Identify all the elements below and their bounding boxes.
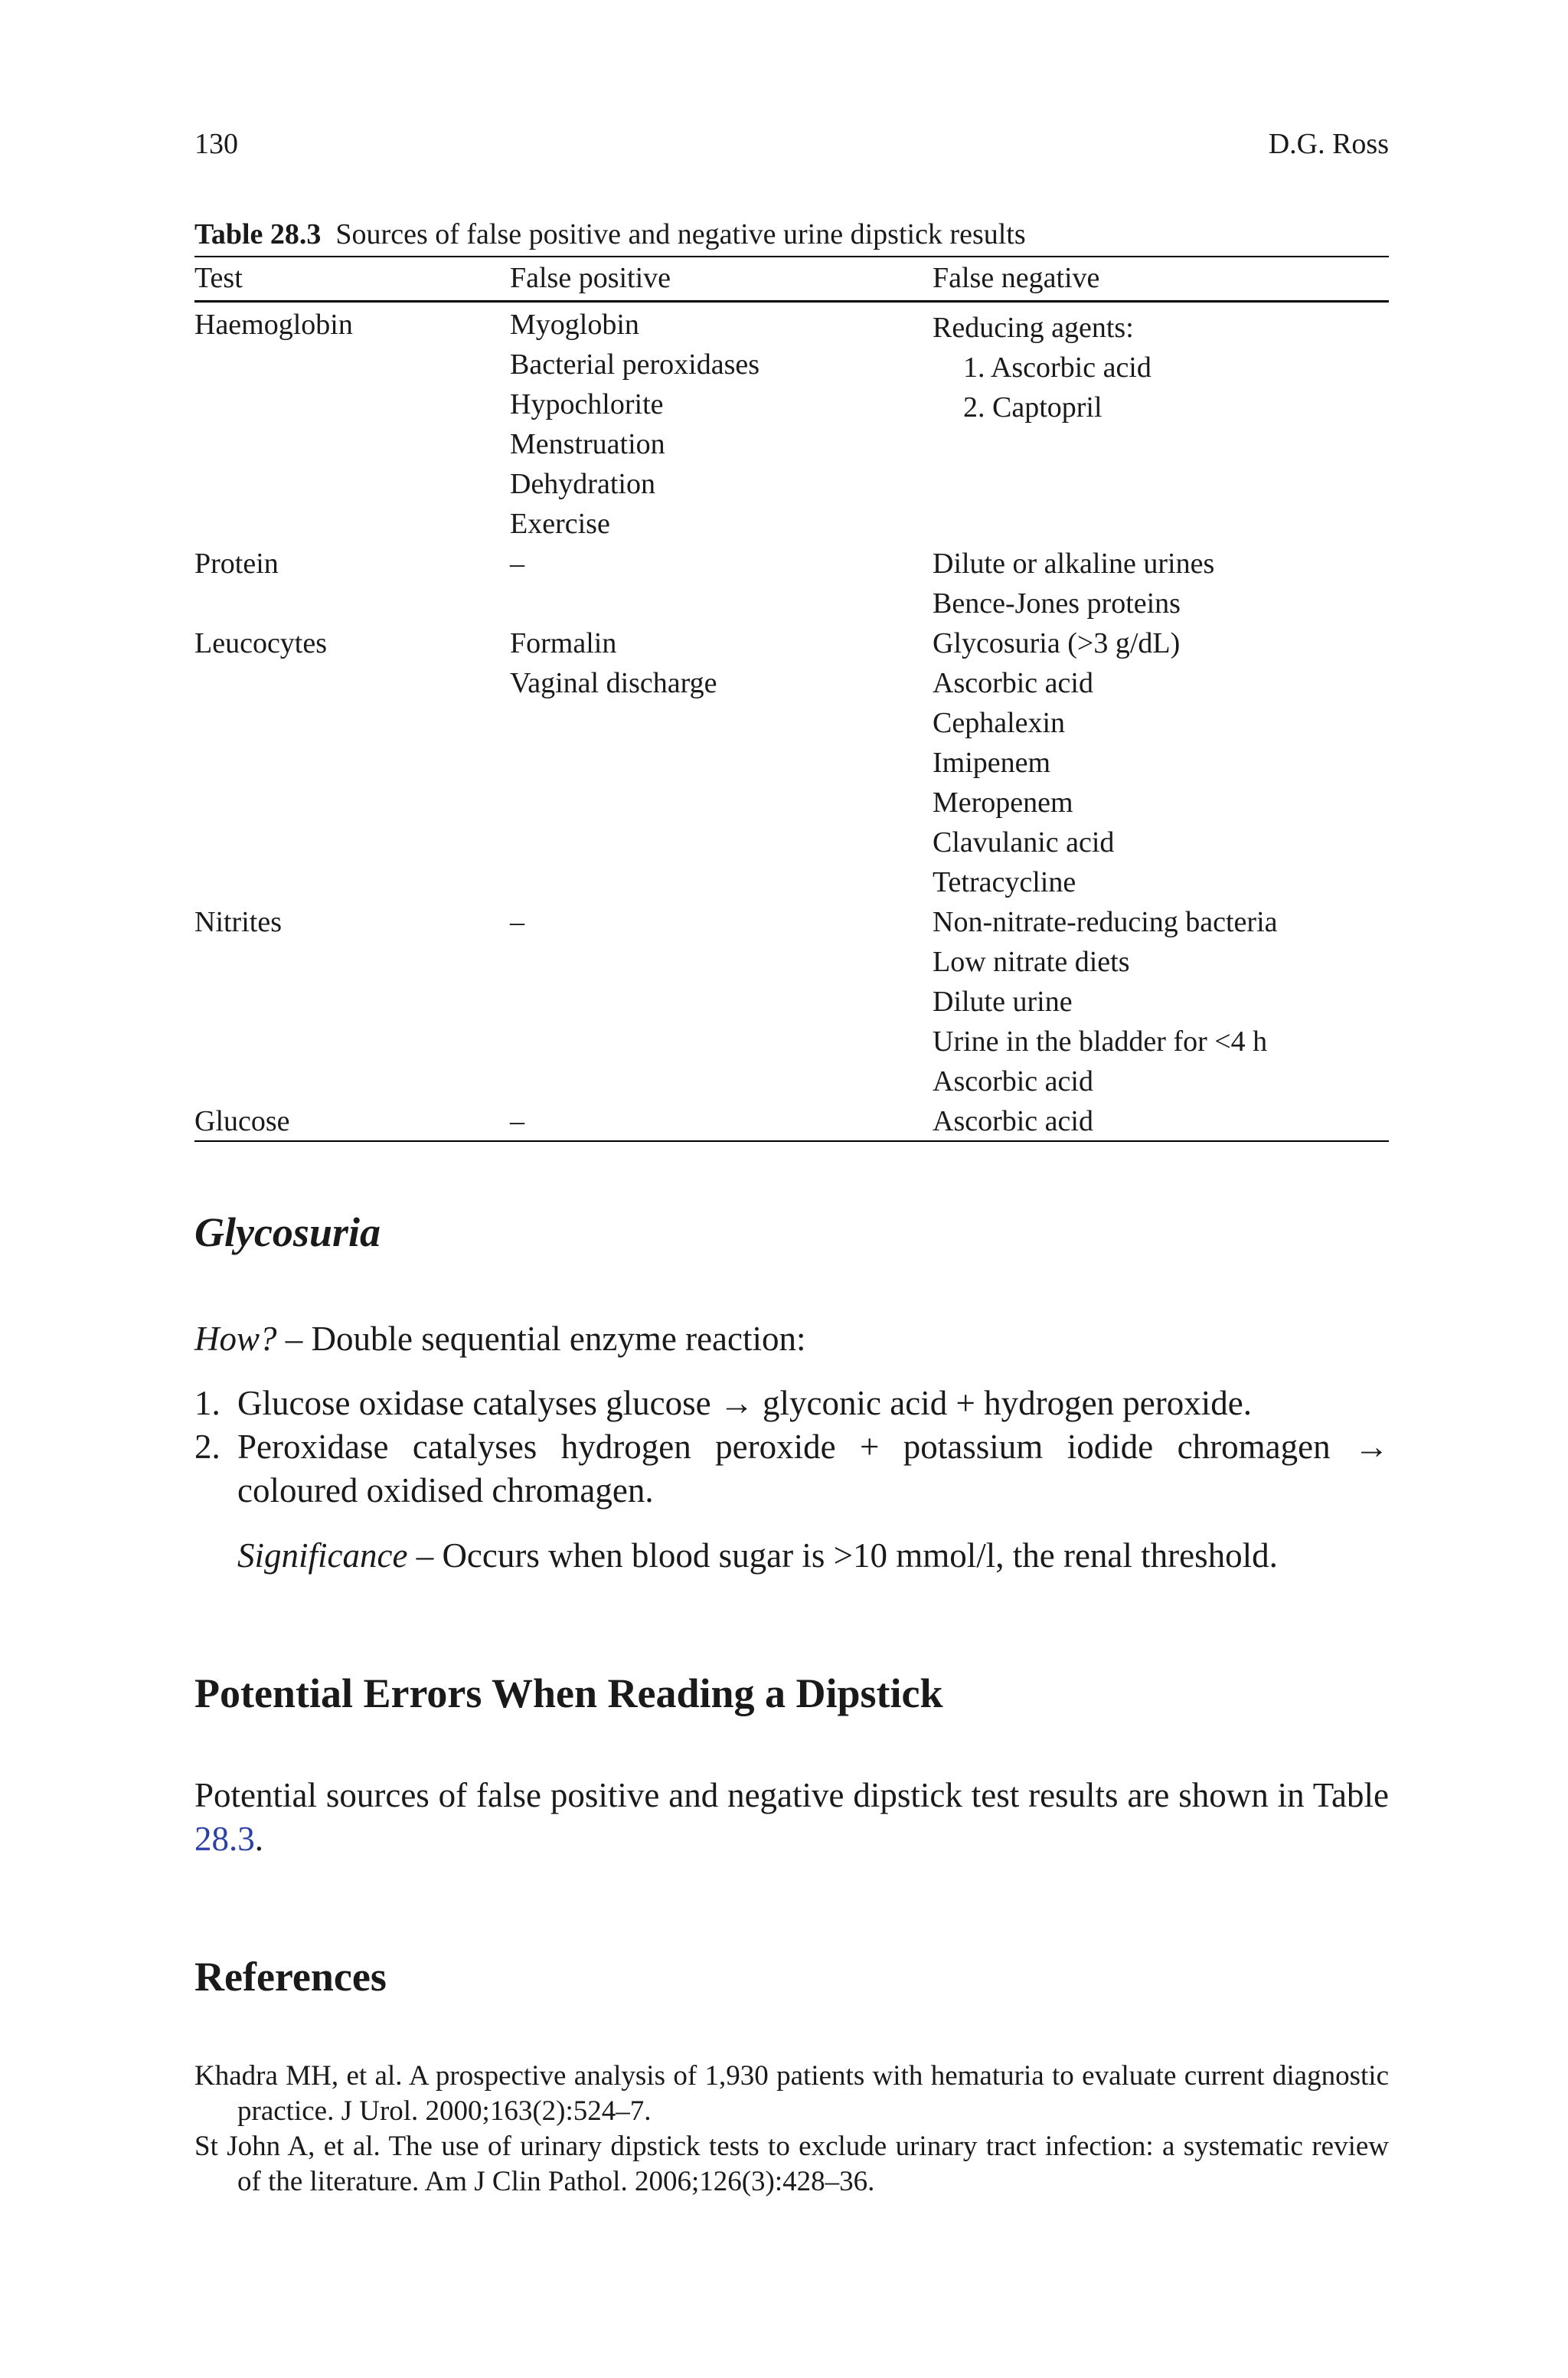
table-row-leucocytes-false-negative [933,623,1180,902]
list-item: Reducing agents: [933,312,1134,344]
step-text: Peroxidase catalyses hydrogen peroxide + potassium iodide chromagen → coloured oxidised chromagen. [237,1428,1389,1510]
section-heading-glycosuria: Glycosuria [194,1209,381,1255]
list-item: Formalin [510,627,617,659]
table-caption-label: Table 28.3 [194,218,322,250]
list-item: Dilute or alkaline urines [933,548,1215,580]
list-item: Vaginal discharge [510,667,717,699]
list-item: Cephalexin [933,707,1066,739]
list-item: Menstruation [510,428,665,460]
list-item: Urine in the bladder for <4 h [933,1025,1268,1058]
table-header-false-positive: False positive [510,262,671,294]
errors-text-end: . [254,1820,263,1858]
references-list [194,2059,1389,2200]
section-heading-references: References [194,1954,387,2000]
table-row-haemoglobin-false-positive [510,305,760,544]
list-item: Tetracycline [933,866,1076,898]
list-item: Myoglobin [510,309,639,341]
significance-text: – Occurs when blood sugar is >10 mmol/l, the renal threshold. [407,1536,1278,1575]
list-item: Clavulanic acid [933,826,1115,859]
significance-paragraph [237,1534,1278,1578]
table-reference-link[interactable]: 28.3 [194,1820,255,1858]
list-item: Imipenem [933,747,1051,779]
test-name: Leucocytes [194,627,328,659]
list-item: 1. Ascorbic acid [963,352,1152,384]
list-item: 2. Captopril [963,391,1102,424]
table-caption [194,218,1026,251]
list-item: – [510,906,524,938]
list-item: Non-nitrate-reducing bacteria [933,906,1278,938]
step-text: Glucose oxidase catalyses glucose → glyconic acid + hydrogen peroxide. [237,1384,1252,1422]
table-row-leucocytes-false-positive [510,623,717,703]
test-name: Nitrites [194,906,282,938]
significance-label: Significance [237,1536,408,1575]
reference-item: St John A, et al. The use of urinary dipstick tests to exclude urinary tract infection: a systematic review of the literature. Am J Clin Pathol. 2006;126(3):428–36. [194,2131,1389,2197]
list-item: Low nitrate diets [933,946,1130,978]
table-row-glucose-false-positive [510,1101,524,1141]
list-item: – [510,1105,524,1137]
list-item: Ascorbic acid [933,1105,1093,1137]
how-text: – Double sequential enzyme reaction: [276,1320,806,1358]
table-row-nitrites-false-positive [510,902,524,942]
how-paragraph [194,1317,806,1361]
list-item: – [510,548,524,580]
running-header-author: D.G. Ross [1268,128,1389,160]
table-row-protein-test [194,544,279,584]
list-item: Dilute urine [933,986,1073,1018]
table-row-protein-false-negative [933,544,1214,623]
list-item: Ascorbic acid [933,667,1093,699]
table-row-haemoglobin-false-negative [933,308,1152,427]
errors-paragraph [194,1774,1389,1861]
test-name: Protein [194,548,279,580]
table-row-nitrites-false-negative [933,902,1278,1101]
list-item [194,1382,1389,1425]
section-heading-potential-errors: Potential Errors When Reading a Dipstick [194,1670,943,1716]
test-name: Haemoglobin [194,309,353,341]
list-item: Bence-Jones proteins [933,587,1181,620]
errors-text: Potential sources of false positive and negative dipstick test results are shown in Table [194,1776,1389,1814]
how-label: How? [194,1320,277,1358]
list-item: Bacterial peroxidases [510,348,760,381]
table-caption-text: Sources of false positive and negative urine dipstick results [335,218,1026,250]
list-item: Ascorbic acid [933,1065,1093,1097]
list-item: Meropenem [933,787,1073,819]
step-number: 1. [194,1384,220,1422]
reaction-steps-list [194,1382,1389,1513]
list-item: Hypochlorite [510,388,664,420]
table-row-nitrites-test [194,902,282,942]
list-item [194,1425,1389,1513]
table-bottom-rule [194,1140,1389,1142]
list-item: Dehydration [510,468,655,500]
table-top-rule [194,256,1389,257]
table-header-rule [194,300,1389,303]
page-number: 130 [194,128,238,160]
step-number: 2. [194,1428,220,1466]
table-row-glucose-false-negative [933,1101,1093,1141]
test-name: Glucose [194,1105,290,1137]
reference-item: Khadra MH, et al. A prospective analysis of 1,930 patients with hematuria to evaluate current diagnostic practice. J Urol. 2000;163(2):524–7. [194,2060,1389,2127]
list-item: Glycosuria (>3 g/dL) [933,627,1181,659]
table-header-test: Test [194,262,243,294]
table-row-haemoglobin-test [194,305,353,345]
table-row-leucocytes-test [194,623,327,663]
table-header-false-negative: False negative [933,262,1100,294]
table-row-protein-false-positive [510,544,524,584]
table-row-glucose-test [194,1101,290,1141]
list-item: Exercise [510,508,610,540]
